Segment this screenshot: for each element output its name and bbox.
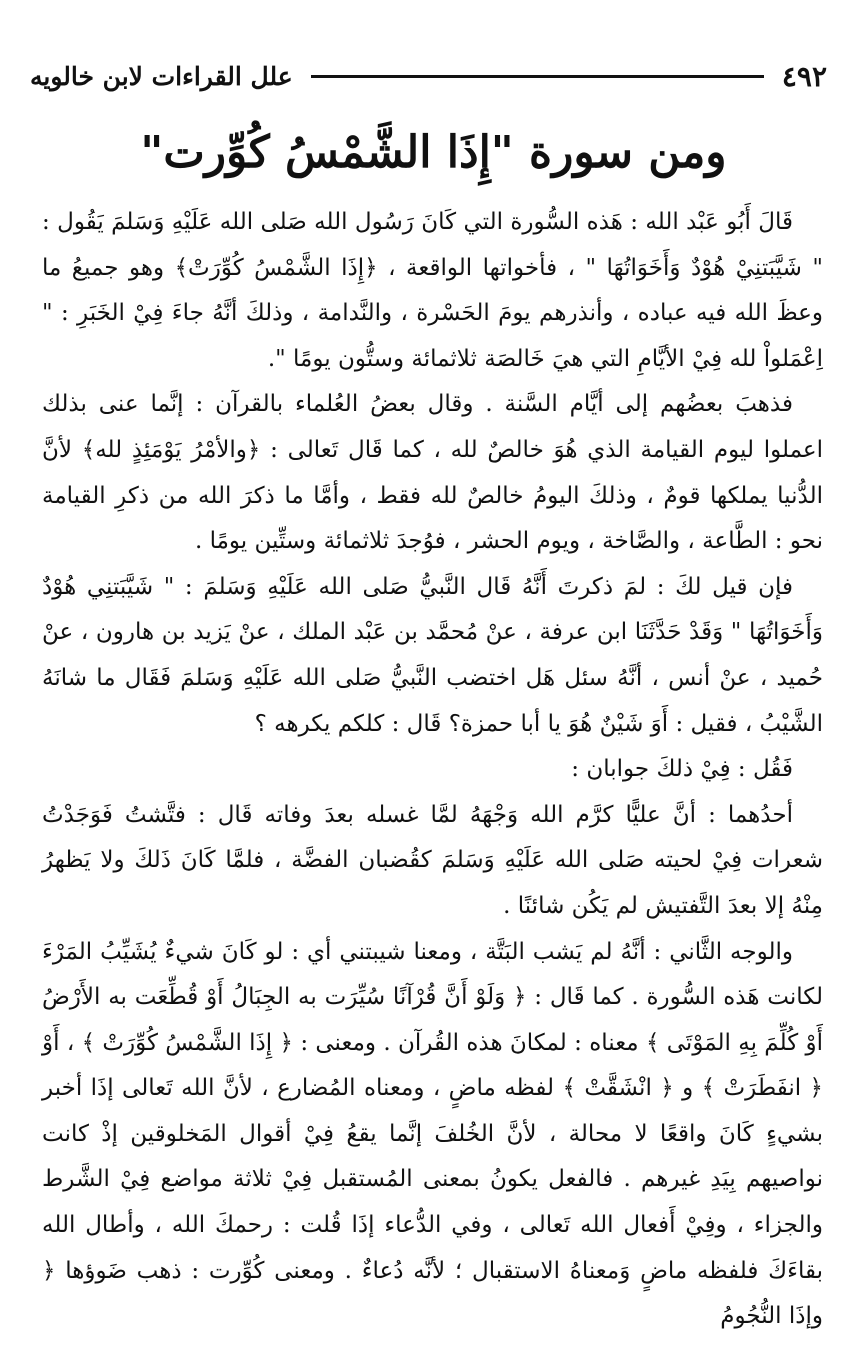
paragraph: فَقُل : فِيْ ذلكَ جوابان : <box>571 756 793 783</box>
page-number: ٤٩٢ <box>781 59 827 93</box>
page-header <box>30 58 827 94</box>
paragraph: قَالَ أَبُو عَبْد الله : هَذه السُّورة التي كَانَ رَسُول الله صَلى الله عَلَيْهِ وَسَلمَ يَقُول : " شَيَّبَتنِيْ هُوْدٌ وَأَخَوَاتُهَا " ، فأخواتها الواقعة ، ﴿إِذَا الشَّمْسُ كُوِّرَتْ﴾ وهو جميعُ ما وعظَ الله فيه عباده ، وأنذرهم يومَ الحَسْرة ، والنَّدامة ، وذلكَ أنَّهُ جاءَ فِيْ الخَبَرِ : " اِعْمَلواْ لله فِيْ الأيَّامِ التي هيَ خَالصَة ثلاثمائة وستُّون يومًا ". <box>42 209 823 372</box>
book-title: علل القراءات لابن خالويه <box>30 61 293 91</box>
paragraph: والوجه الثَّاني : أنَّهُ لم يَشب البَتَّة ، ومعنا شيبتني أي : لو كَانَ شيءٌ يُشَيِّبُ المَرْءَ لكانت هَذه السُّورة . كما قَال : ﴿ وَلَوْ أَنَّ قُرْآنًا سُيِّرَت به الجِبَالُ أَوْ قُطِّعَت به الأَرْضُ أَوْ كُلِّمَ بِهِ المَوْتَى ﴾ معناه : لمكانَ هذه القُرآن . ومعنى : ﴿ إِذَا الشَّمْسُ كُوِّرَتْ ﴾ ، أَوْ ﴿ انفَطَرَتْ ﴾ و ﴿ انْشَقَّتْ ﴾ لفظه ماضٍ ، ومعناه المُضارع ، لأنَّ الله تَعالى إذَا أخبر بشيءٍ كَانَ واقعًا لا محالة ، لأنَّ الخُلفَ إنَّما يقعُ فِيْ أقوال المَخلوقين إذْ كانت نواصيهم بِيَدِ غيرهم . فالفعل يكونُ بمعنى المُستقبل فِيْ ثلاثة مواضع فِيْ الشَّرط والجزاء ، وفِيْ أَفعال الله تَعالى ، وفي الدُّعاء إذَا قُلت : رحمكَ الله ، وأطال الله بقاءَكَ فلفظه ماضٍ وَمعناهُ الاستقبال ؛ لأنَّه دُعاءٌ . ومعنى كُوِّرت : ذهب ضَوؤها ﴿ وإذَا النُّجُومُ <box>42 938 823 1330</box>
paragraph: أحدُهما : أنَّ عليًّا كرَّم الله وَجْهَهُ لمَّا غسله بعدَ وفاته قَال : فتَّشتُ فَوَجَدْتُ شعرات فِيْ لحيته صَلى الله عَلَيْهِ وَسَلمَ كقُضبان الفضَّة ، فلمَّا كَانَ ذَلكَ ولا يَظهرُ مِنْهُ إلا بعدَ التَّفتيش لم يَكُن شائنًا . <box>42 801 823 919</box>
paragraph: فإن قيل لكَ : لمَ ذكرتَ أَنَّهُ قَال النَّبيُّ صَلى الله عَلَيْهِ وَسَلمَ : " شَيَّبَتنِي هُوْدٌ وَأَخَوَاتُهَا " وَقَدْ حَدَّثَنَا ابن عرفة ، عنْ مُحمَّد بن عَبْد الملك ، عنْ يَزيد بن هارون ، عنْ حُميد ، عنْ أنس ، أنَّهُ سئل هَل اختضب النَّبيُّ صَلى الله عَلَيْهِ وَسَلمَ فَقَال ما شانَهُ الشَّيْبُ ، فقيل : أَوَ شَيْنٌ هُوَ يا أبا حمزة؟ قَال : كلكم يكرهه ؟ <box>42 573 823 737</box>
page-body <box>42 200 823 1340</box>
paragraph: فذهبَ بعضُهم إلى أيَّام السَّنة . وقال بعضُ العُلماء بالقرآن : إنَّما عنى بذلك اعملوا ليوم القيامة الذي هُوَ خالصٌ لله ، كما قَال تَعالى : ﴿والأمْرُ يَوْمَئِذٍ لله﴾ لأنَّ الدُّنيا يملكها قومٌ ، وذلكَ اليومُ خالصٌ لله فقط ، وأمَّا ما ذكرَ الله من ذكرِ القيامة نحو : الطَّاعة ، والصَّاخة ، ويوم الحشر ، فوُجدَ ثلاثمائة وستِّين يومًا . <box>42 391 823 555</box>
surah-title: ومن سورة "إِذَا الشَّمْسُ كُوِّرت" <box>140 127 727 178</box>
header-rule <box>311 75 764 78</box>
